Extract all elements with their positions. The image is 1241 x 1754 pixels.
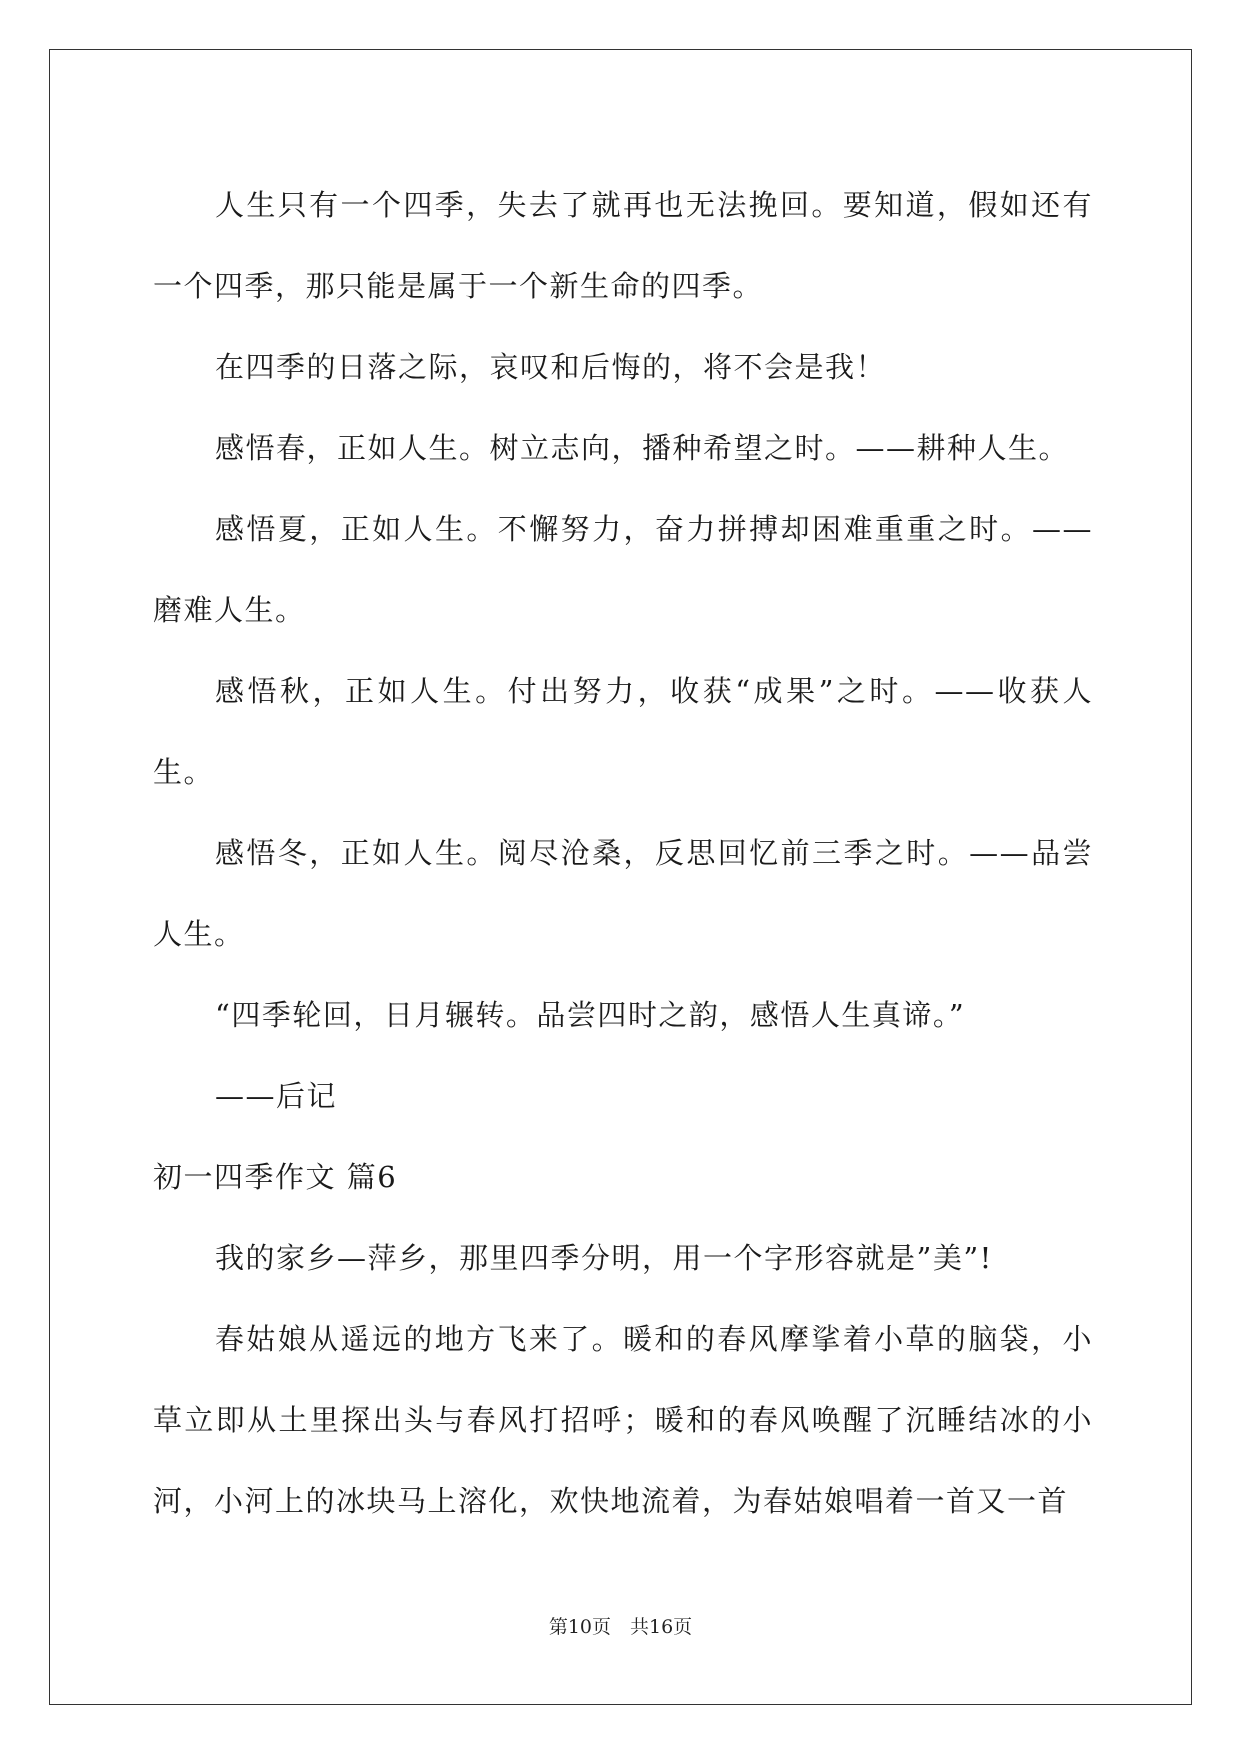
paragraph: 春姑娘从遥远的地方飞来了。暖和的春风摩挲着小草的脑袋，小草立即从土里探出头与春风打招呼；暖和的春风唤醒了沉睡结冰的小河，小河上的冰块马上溶化，欢快地流着，为春姑娘唱着一首又一首: [153, 1322, 1093, 1518]
paragraph: 人生只有一个四季，失去了就再也无法挽回。要知道，假如还有一个四季，那只能是属于一个新生命的四季。: [153, 188, 1093, 303]
paragraph: 感悟春，正如人生。树立志向，播种希望之时。——耕种人生。: [215, 431, 1070, 465]
page-number: 第10页 共16页: [548, 1616, 693, 1638]
paragraph: 在四季的日落之际，哀叹和后悔的，将不会是我！: [215, 350, 887, 384]
document-body: [153, 165, 1093, 1542]
page-footer: [0, 1612, 1241, 1639]
quote-paragraph: “四季轮回，日月辗转。品尝四时之韵，感悟人生真谛。”: [215, 998, 966, 1032]
paragraph: 感悟冬，正如人生。阅尽沧桑，反思回忆前三季之时。——品尝人生。: [153, 836, 1093, 951]
section-title: 初一四季作文 篇6: [153, 1160, 398, 1194]
paragraph: 感悟秋，正如人生。付出努力，收获“成果”之时。——收获人生。: [153, 674, 1093, 789]
postscript-label: ——后记: [215, 1079, 338, 1113]
paragraph: 我的家乡—萍乡，那里四季分明，用一个字形容就是”美”!: [215, 1241, 993, 1275]
paragraph: 感悟夏，正如人生。不懈努力，奋力拼搏却困难重重之时。——磨难人生。: [153, 512, 1093, 627]
